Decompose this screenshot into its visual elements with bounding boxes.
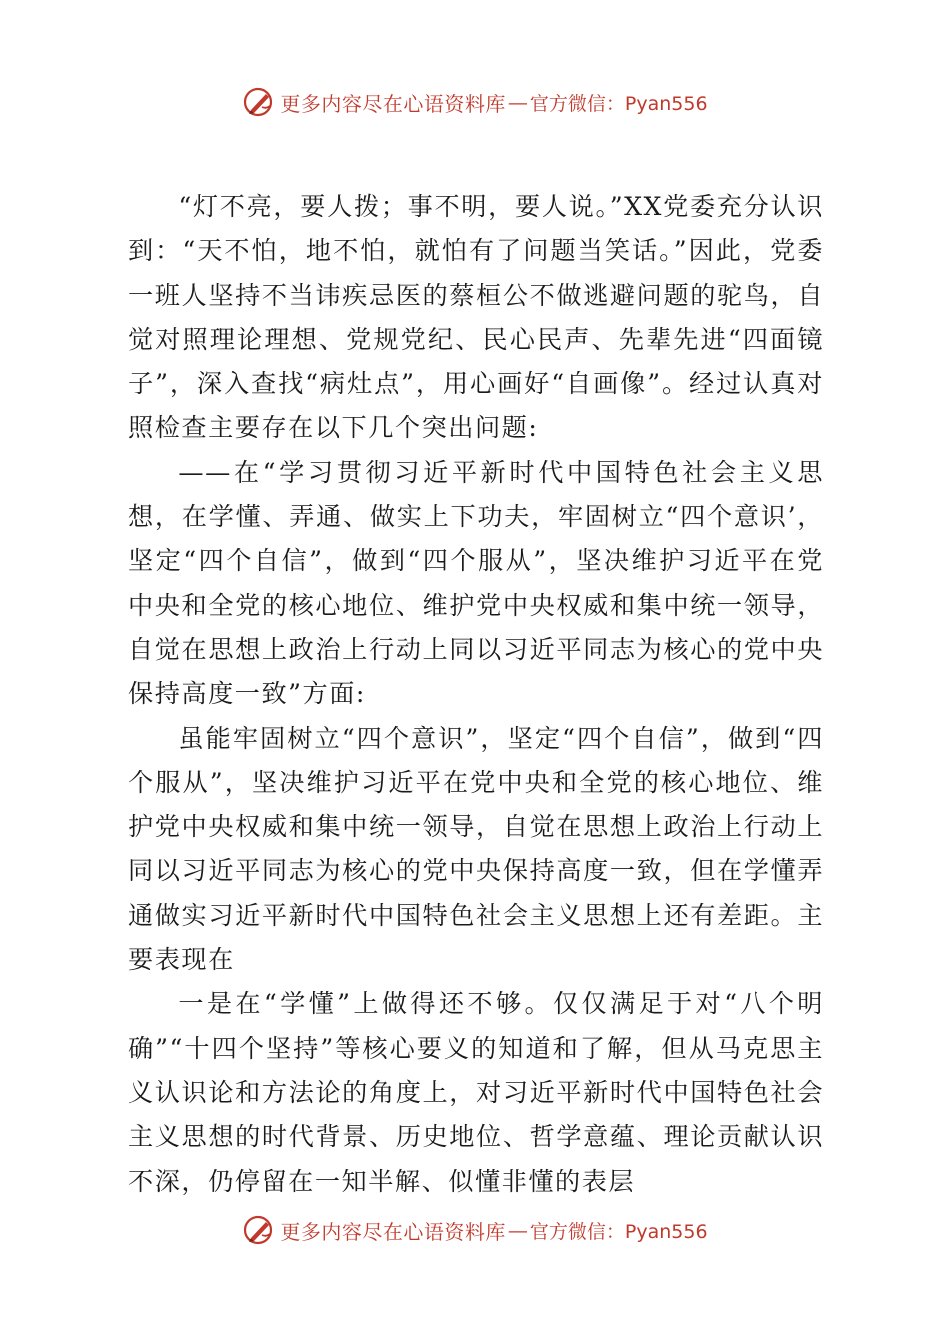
pen-logo-icon	[242, 85, 276, 119]
paragraph-4: 一是在“学懂”上做得还不够。仅仅满足于对“八个明确”“十四个坚持”等核心要义的知道和了解，但从马克思主义认识论和方法论的角度上，对习近平新时代中国特色社会主义思想的时代背景、历史地位、哲学意蕴、理论贡献认识不深，仍停留在一知半解、似懂非懂的表层	[128, 989, 824, 1196]
banner-title: 更多内容尽在心语资料库	[280, 91, 506, 116]
banner-title: 更多内容尽在心语资料库	[280, 1219, 506, 1244]
banner-dash: —	[507, 90, 528, 114]
paragraph-2: ——在“学习贯彻习近平新时代中国特色社会主义思想，在学懂、弄通、做实上下功夫，牢固树立“四个意识’，坚定“四个自信”，做到“四个服从”，坚决维护习近平在党中央和全党的核心地位、维护党中央权威和集中统一领导，自觉在思想上政治上行动上同以习近平同志为核心的党中央保持高度一致”方面:	[128, 457, 824, 709]
banner-wechat: 官方微信：Pyan556	[529, 1220, 708, 1243]
paragraph-1: “灯不亮，要人拨；事不明，要人说。”XX党委充分认识到：“天不怕，地不怕，就怕有了问题当笑话。”因此，党委一班人坚持不当讳疾忌医的蔡桓公不做逃避问题的驼鸟，自觉对照理论理想、党规党纪、民心民声、先辈先进“四面镜子”，深入查找“病灶点”，用心画好“自画像”。经过认真对照检查主要存在以下几个突出问题:	[128, 192, 824, 443]
banner-wechat: 官方微信：Pyan556	[529, 92, 708, 115]
document-body	[128, 185, 824, 1204]
header-banner	[0, 82, 950, 122]
footer-banner	[0, 1210, 950, 1250]
banner-dash: —	[507, 1218, 528, 1242]
pen-logo-icon	[242, 1213, 276, 1247]
paragraph-3: 虽能牢固树立“四个意识”，坚定“四个自信”，做到“四个服从”，坚决维护习近平在党中央和全党的核心地位、维护党中央权威和集中统一领导，自觉在思想上政治上行动上同以习近平同志为核心的党中央保持高度一致，但在学懂弄通做实习近平新时代中国特色社会主义思想上还有差距。主要表现在	[128, 723, 824, 975]
